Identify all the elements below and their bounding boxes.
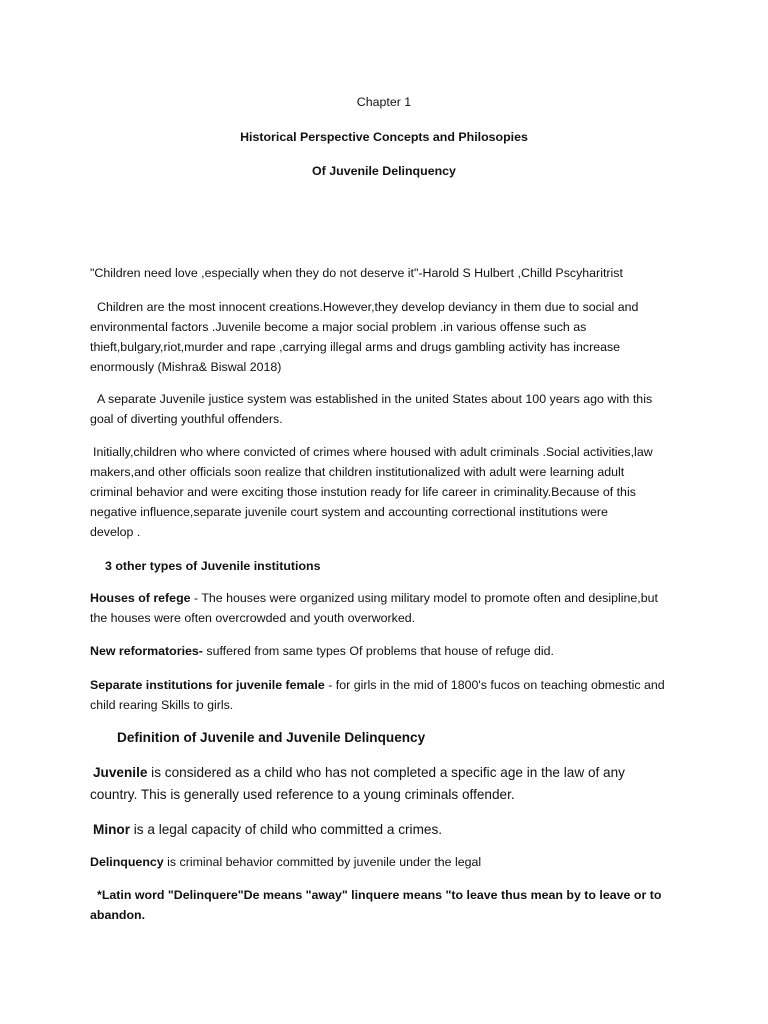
paragraph-line: enormously (Mishra& Biswal 2018)	[90, 360, 282, 374]
separate-term: Separate institutions for juvenile female	[90, 678, 325, 692]
delinquency-definition	[90, 853, 481, 871]
title-line-2: Of Juvenile Delinquency	[312, 164, 456, 178]
juvenile-line-1	[93, 764, 625, 782]
latin-line-1: *Latin word "Delinquere"De means "away" linquere means "to leave thus mean by to leave or to	[97, 888, 662, 902]
houses-line-2: the houses were often overcrowded and youth overworked.	[90, 611, 416, 625]
juvenile-description: is considered as a child who has not completed a specific age in the law of any	[147, 765, 625, 780]
paragraph-line: Initially,children who where convicted of crimes where housed with adult criminals .Social activities,law	[93, 445, 653, 459]
reformatories-term: New reformatories-	[90, 644, 203, 658]
reformatories-item	[90, 642, 554, 660]
houses-term: Houses of refege	[90, 591, 191, 605]
juvenile-line-2: country. This is generally used reference to a young criminals offender.	[90, 787, 515, 802]
minor-term: Minor	[93, 822, 130, 837]
paragraph-line: goal of diverting youthful offenders.	[90, 412, 283, 426]
reformatories-description: suffered from same types Of problems that house of refuge did.	[202, 644, 554, 658]
opening-quote: "Children need love ,especially when they do not deserve it"-Harold S Hulbert ,Chilld Pscyharitrist	[90, 266, 623, 280]
delinquency-term: Delinquency	[90, 855, 164, 869]
juvenile-term: Juvenile	[93, 765, 148, 780]
paragraph-line: criminal behavior and were exciting those instution ready for life career in criminality.Because of this	[90, 485, 636, 499]
separate-line-2: child rearing Skills to girls.	[90, 698, 234, 712]
minor-description: is a legal capacity of child who committed a crimes.	[130, 822, 443, 837]
types-heading: 3 other types of Juvenile institutions	[105, 559, 321, 573]
definition-heading: Definition of Juvenile and Juvenile Delinquency	[117, 730, 426, 745]
latin-line-2: abandon.	[90, 908, 146, 922]
minor-definition	[93, 821, 442, 839]
paragraph-line: A separate Juvenile justice system was established in the united States about 100 years ago with this	[97, 392, 653, 406]
separate-description: - for girls in the mid of 1800's fucos on teaching obmestic and	[324, 678, 665, 692]
paragraph-line: negative influence,separate juvenile court system and accounting correctional institutions were	[90, 505, 608, 519]
paragraph-line: makers,and other officials soon realize that children institutionalized with adult were learning adult	[90, 465, 625, 479]
houses-description: - The houses were organized using military model to promote often and desipline,but	[190, 591, 658, 605]
title-line-1: Historical Perspective Concepts and Philosopies	[240, 130, 528, 144]
delinquency-description: is criminal behavior committed by juvenile under the legal	[163, 855, 482, 869]
paragraph-line: Children are the most innocent creations.However,they develop deviancy in them due to social and	[97, 300, 639, 314]
houses-line-1	[90, 589, 658, 607]
paragraph-line: develop .	[90, 525, 141, 539]
paragraph-line: environmental factors .Juvenile become a major social problem .in various offense such as	[90, 320, 587, 334]
paragraph-line: thieft,bulgary,riot,murder and rape ,carrying illegal arms and drugs gambling activity has increase	[90, 340, 621, 354]
separate-line-1	[90, 676, 665, 694]
chapter-label: Chapter 1	[356, 95, 412, 109]
